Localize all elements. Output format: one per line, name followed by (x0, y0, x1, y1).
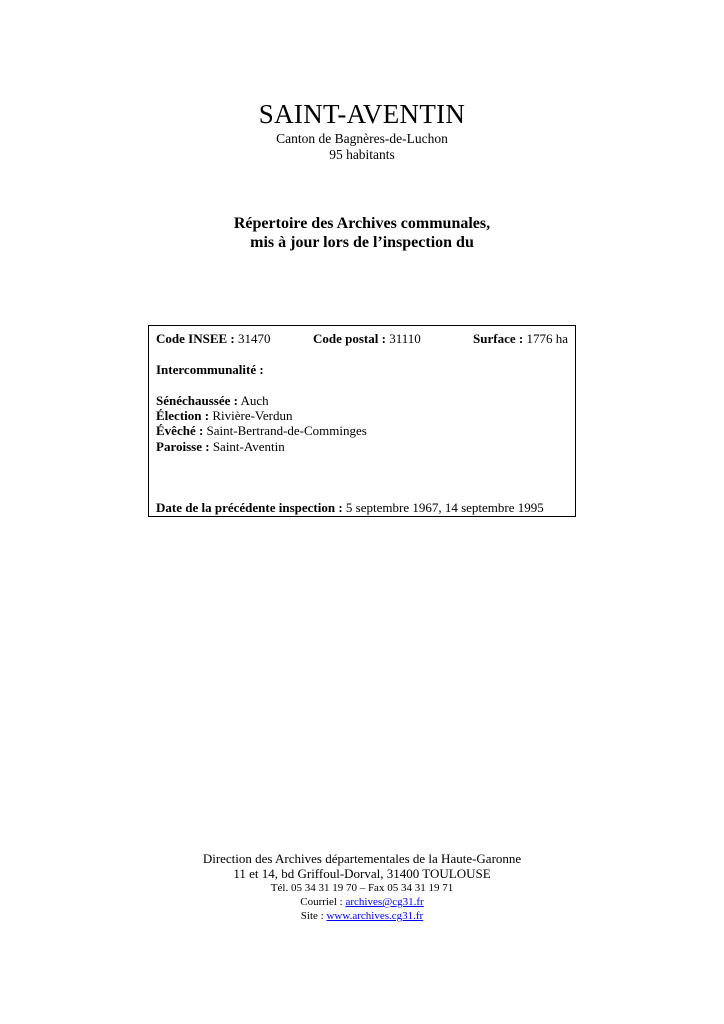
eveche-row (156, 423, 367, 439)
election-label: Élection : (156, 408, 210, 423)
footer-site-link[interactable]: www.archives.cg31.fr (326, 910, 424, 922)
footer-site-label: Site : (300, 910, 324, 922)
footer-site-line (0, 909, 724, 923)
canton-line: Canton de Bagnères-de-Luchon (276, 131, 448, 146)
footer-email-link[interactable]: archives@cg31.fr (345, 896, 424, 908)
surface-value: 1776 ha (526, 331, 568, 346)
page-title: SAINT-AVENTIN (258, 99, 466, 129)
footer-email-label: Courriel : (300, 896, 343, 908)
insee-value: 31470 (238, 331, 271, 346)
insee-label: Code INSEE : (156, 331, 235, 346)
footer-phone: Tél. 05 34 31 19 70 – Fax 05 34 31 19 71 (270, 882, 454, 894)
senechaussee-label: Sénéchaussée : (156, 393, 238, 408)
eveche-value: Saint-Bertrand-de-Comminges (206, 423, 367, 438)
surface-label: Surface : (473, 331, 524, 346)
inspection-value: 5 septembre 1967, 14 septembre 1995 (345, 500, 544, 515)
paroisse-label: Paroisse : (156, 439, 210, 454)
insee-row (156, 331, 271, 347)
postal-row (313, 331, 421, 347)
eveche-label: Évêché : (156, 423, 204, 438)
election-row (156, 408, 292, 424)
postal-value: 31110 (389, 331, 421, 346)
footer-email-line (0, 895, 724, 909)
paroisse-value: Saint-Aventin (212, 439, 285, 454)
footer-organization: Direction des Archives départementales de la Haute-Garonne (202, 851, 522, 866)
election-value: Rivière-Verdun (212, 408, 293, 423)
inspection-label: Date de la précédente inspection : (156, 500, 343, 515)
commune-info-box (148, 325, 576, 517)
postal-label: Code postal : (313, 331, 386, 346)
inspection-row (156, 500, 544, 516)
surface-row (473, 331, 568, 347)
population-line: 95 habitants (329, 147, 395, 162)
repertoire-heading-line1: Répertoire des Archives communales, (233, 215, 491, 232)
intercommunalite-label: Intercommunalité : (156, 362, 264, 377)
senechaussee-row (156, 393, 269, 409)
paroisse-row (156, 439, 285, 455)
footer-address: 11 et 14, bd Griffoul-Dorval, 31400 TOULOUSE (233, 866, 491, 881)
senechaussee-value: Auch (240, 393, 269, 408)
repertoire-heading-line2: mis à jour lors de l’inspection du (250, 234, 474, 251)
